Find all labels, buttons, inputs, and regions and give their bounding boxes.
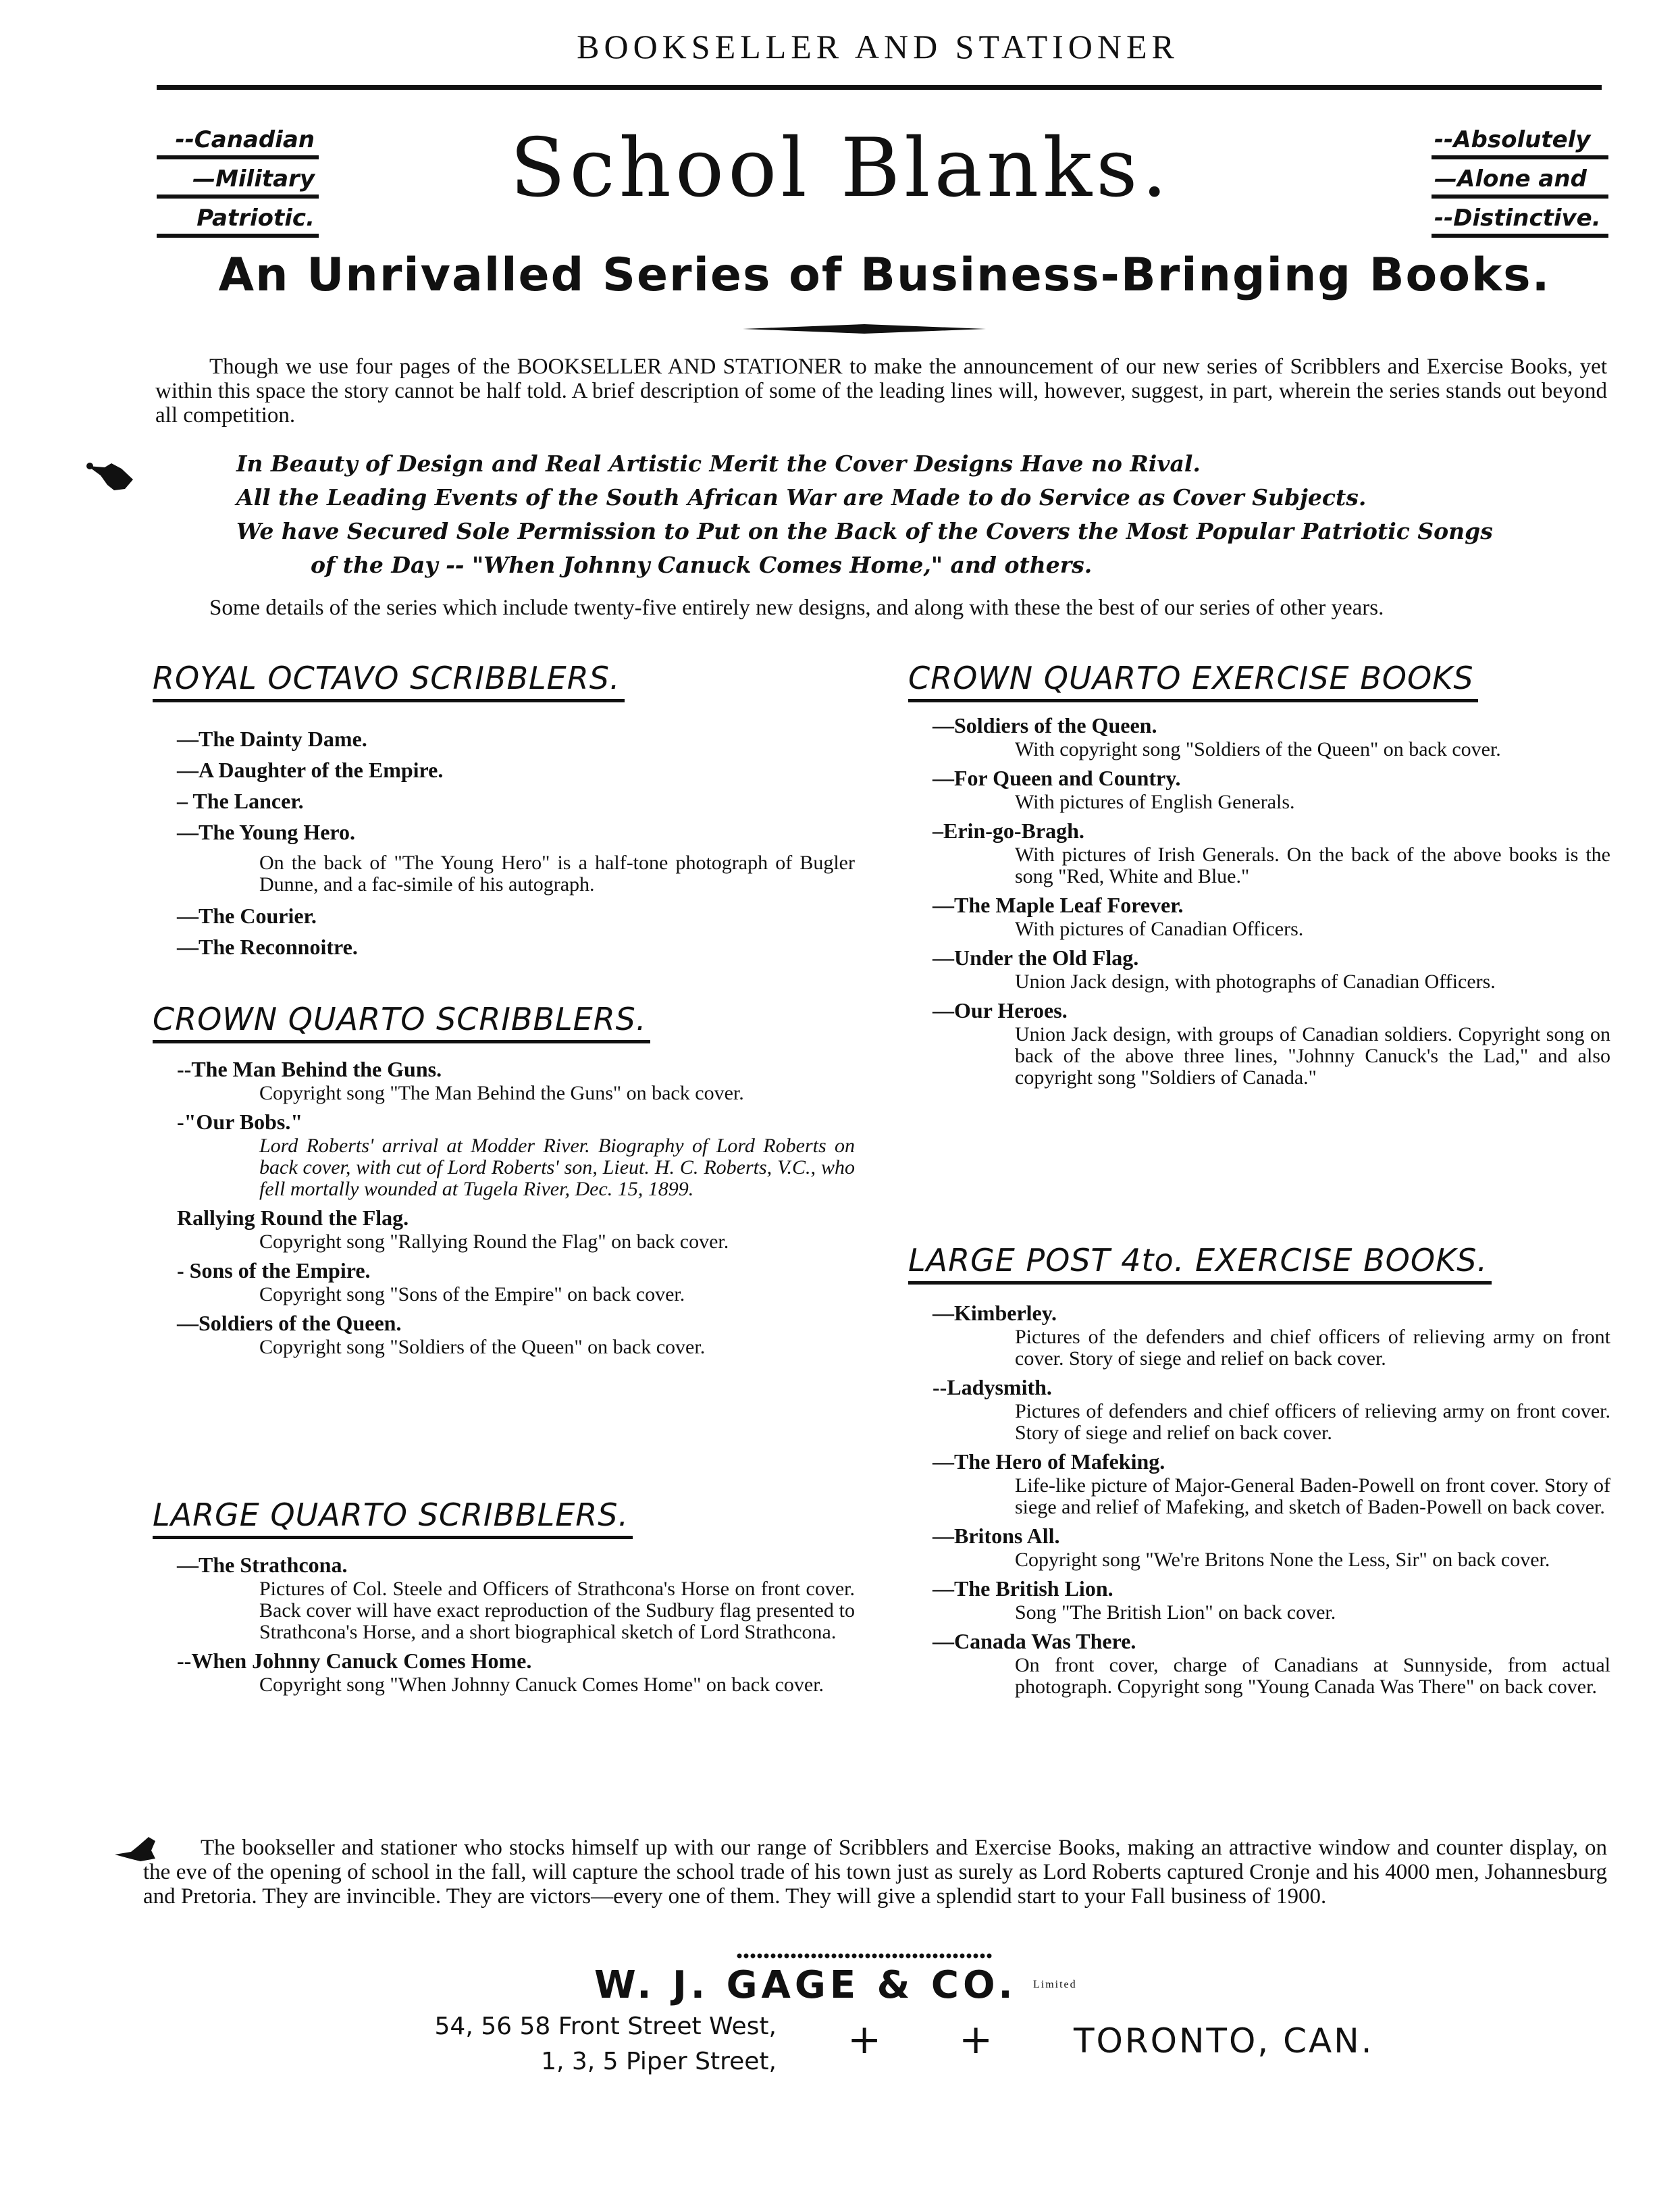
left-column xyxy=(153,658,855,1696)
highlight-list xyxy=(236,447,1621,582)
section-crown-quarto-scribblers xyxy=(153,1000,855,1495)
running-head: BOOKSELLER AND STATIONER xyxy=(577,28,1179,66)
city: TORONTO, CAN. xyxy=(1074,2021,1374,2061)
highlight-line: We have Secured Sole Permission to Put on the Back of the Covers the Most Popular Patriotic Songs xyxy=(236,518,1493,544)
item-title: —The Dainty Dame. xyxy=(177,727,367,751)
left-tag-box xyxy=(157,120,319,238)
left-tag-line: —Military xyxy=(157,159,319,199)
item-title: -"Our Bobs." xyxy=(177,1110,303,1134)
item-title: —The Strathcona. xyxy=(177,1553,348,1577)
list-item xyxy=(933,1299,1610,1370)
section-heading: LARGE POST 4to. EXERCISE BOOKS. xyxy=(908,1241,1492,1285)
item-description: Pictures of defenders and chief officers of relieving army on front cover. Story of siege and relief on back cover. xyxy=(1015,1400,1610,1444)
item-description: With copyright song "Soldiers of the Queen" on back cover. xyxy=(1015,738,1501,760)
list-item xyxy=(177,756,855,783)
item-title: --When Johnny Canuck Comes Home. xyxy=(177,1649,532,1673)
item-description: Copyright song "The Man Behind the Guns" on back cover. xyxy=(259,1082,744,1104)
cross-mark: + xyxy=(847,2016,882,2063)
item-description: Copyright song "Soldiers of the Queen" on back cover. xyxy=(259,1336,706,1358)
address-block xyxy=(398,2009,777,2079)
section-heading: LARGE QUARTO SCRIBBLERS. xyxy=(153,1495,633,1539)
item-title: —For Queen and Country. xyxy=(933,766,1181,790)
list-item xyxy=(933,712,1610,760)
list-item xyxy=(933,1448,1610,1518)
item-description: Lord Roberts' arrival at Modder River. Biography of Lord Roberts on back cover, with cut of Lord Roberts' son, Lieut. H. C. Roberts, V.C., who fell mortally wounded at Tugela River, Dec. 15, 1899. xyxy=(259,1135,855,1200)
item-title: —Our Heroes. xyxy=(933,998,1068,1022)
list-item xyxy=(933,817,1610,887)
item-title: –Erin-go-Bragh. xyxy=(933,819,1084,843)
section-crown-quarto-exercise-books xyxy=(908,658,1610,1241)
item-title: —Kimberley. xyxy=(933,1301,1057,1325)
highlight-line: of the Day -- "When Johnny Canuck Comes Home," and others. xyxy=(311,552,1093,578)
item-description: Copyright song "When Johnny Canuck Comes Home" on back cover. xyxy=(259,1674,824,1696)
left-tag-line: Patriotic. xyxy=(157,199,319,238)
subtitle: An Unrivalled Series of Business-Bringing Books. xyxy=(218,249,1551,302)
right-column xyxy=(908,658,1610,1698)
details-paragraph: Some details of the series which include twenty-five entirely new designs, and along with these the best of our series of other years. xyxy=(209,596,1384,620)
list-item xyxy=(933,891,1610,940)
item-title: —Soldiers of the Queen. xyxy=(933,713,1157,737)
section-heading: CROWN QUARTO SCRIBBLERS. xyxy=(153,1000,650,1043)
cross-mark: + xyxy=(959,2016,993,2063)
top-rule xyxy=(157,85,1602,90)
section-large-post-exercise-books xyxy=(908,1241,1610,1698)
item-title: --Ladysmith. xyxy=(933,1375,1052,1399)
list-item xyxy=(933,765,1610,813)
item-title: —The Reconnoitre. xyxy=(177,935,358,959)
list-item xyxy=(177,1647,855,1696)
list-item xyxy=(177,725,855,752)
right-tag-line: --Absolutely xyxy=(1432,120,1608,159)
list-item xyxy=(933,1628,1610,1698)
item-title: —Canada Was There. xyxy=(933,1629,1136,1653)
item-description: On front cover, charge of Canadians at Sunnyside, from actual photograph. Copyright song "Young Canada Was There" on back cover. xyxy=(1015,1654,1610,1698)
item-title: —The British Lion. xyxy=(933,1576,1113,1601)
firm-suffix: Limited xyxy=(1033,1979,1077,1990)
list-item xyxy=(933,944,1610,993)
list-item xyxy=(177,1108,855,1200)
list-item xyxy=(177,902,855,929)
list-item xyxy=(933,1522,1610,1571)
section-heading: ROYAL OCTAVO SCRIBBLERS. xyxy=(153,658,625,702)
list-item xyxy=(177,1310,855,1358)
list-item xyxy=(177,1056,855,1104)
list-item xyxy=(933,1575,1610,1624)
list-item xyxy=(177,1257,855,1305)
list-item xyxy=(933,1374,1610,1444)
item-description: Union Jack design, with photographs of Canadian Officers. xyxy=(1015,970,1496,993)
list-item xyxy=(933,997,1610,1089)
right-tag-line: —Alone and xyxy=(1432,159,1608,199)
item-title: —The Young Hero. xyxy=(177,820,356,844)
item-title: —Under the Old Flag. xyxy=(933,946,1139,970)
section-large-quarto-scribblers xyxy=(153,1495,855,1696)
item-description: Copyright song "Sons of the Empire" on back cover. xyxy=(259,1283,685,1305)
item-title: —A Daughter of the Empire. xyxy=(177,758,444,782)
item-title: —The Courier. xyxy=(177,904,317,928)
item-description: Song "The British Lion" on back cover. xyxy=(1015,1601,1336,1624)
item-title: —The Hero of Mafeking. xyxy=(933,1449,1165,1474)
address-line: 1, 3, 5 Piper Street, xyxy=(541,2048,777,2075)
item-description: With pictures of English Generals. xyxy=(1015,791,1295,813)
firm-name: W. J. GAGE & CO. xyxy=(594,1963,1017,2007)
list-item xyxy=(177,1551,855,1643)
pointing-hand-icon xyxy=(84,459,138,496)
item-title: —The Maple Leaf Forever. xyxy=(933,893,1184,917)
item-description: Copyright song "Rallying Round the Flag" on back cover. xyxy=(259,1231,729,1253)
item-title: —Soldiers of the Queen. xyxy=(177,1311,402,1335)
item-description: On the back of "The Young Hero" is a half-tone photograph of Bugler Dunne, and a fac-simile of his autograph. xyxy=(259,852,855,896)
item-title: Rallying Round the Flag. xyxy=(177,1206,409,1230)
list-item xyxy=(177,933,855,960)
item-description: Union Jack design, with groups of Canadian soldiers. Copyright song on back of the above three lines, "Johnny Canuck's the Lad," and also copyright song "Soldiers of Canada." xyxy=(1015,1023,1610,1089)
right-tag-line: --Distinctive. xyxy=(1432,199,1608,238)
item-title: - Sons of the Empire. xyxy=(177,1258,371,1283)
item-title: —Britons All. xyxy=(933,1524,1060,1548)
item-description: Copyright song "We're Britons None the Less, Sir" on back cover. xyxy=(1015,1549,1550,1571)
list-item xyxy=(177,1204,855,1253)
address-line: 54, 56 58 Front Street West, xyxy=(434,2013,777,2040)
right-tag-box xyxy=(1432,120,1608,238)
intro-paragraph: Though we use four pages of the BOOKSELLER AND STATIONER to make the announcement of our new series of Scribblers and Exercise Books, yet within this space the story cannot be half told. A brief description of some of the leading lines will, however, suggest, in part, wherein the series stands out beyond all competition. xyxy=(155,355,1607,428)
list-item xyxy=(177,787,855,814)
main-title: School Blanks. xyxy=(510,122,1172,215)
list-item xyxy=(177,819,855,896)
item-description: Pictures of the defenders and chief officers of relieving army on front cover. Story of siege and relief on back cover. xyxy=(1015,1326,1610,1370)
item-description: Pictures of Col. Steele and Officers of Strathcona's Horse on front cover. Back cover will have exact reproduction of the Sudbury flag presented to Strathcona's Horse, and a short biographical sketch of Lord Strathcona. xyxy=(259,1578,855,1643)
highlight-line: In Beauty of Design and Real Artistic Merit the Cover Designs Have no Rival. xyxy=(236,450,1201,477)
item-description: Life-like picture of Major-General Baden-Powell on front cover. Story of siege and relief of Mafeking, and sketch of Baden-Powell on back cover. xyxy=(1015,1474,1610,1518)
highlight-line: All the Leading Events of the South African War are Made to do Service as Cover Subjects. xyxy=(236,484,1367,511)
section-heading: CROWN QUARTO EXERCISE BOOKS xyxy=(908,658,1478,702)
item-title: – The Lancer. xyxy=(177,789,304,813)
item-description: With pictures of Canadian Officers. xyxy=(1015,918,1304,940)
item-title: --The Man Behind the Guns. xyxy=(177,1057,442,1081)
item-description: With pictures of Irish Generals. On the back of the above books is the song "Red, White and Blue." xyxy=(1015,844,1610,887)
left-tag-line: --Canadian xyxy=(157,120,319,159)
ornament-rule xyxy=(743,323,986,335)
closing-paragraph: The bookseller and stationer who stocks himself up with our range of Scribblers and Exercise Books, making an attractive window and counter display, on the eve of the opening of school in the fall, will capture the school trade of his town just as surely as Lord Roberts captured Cronje and his 4000 men, Johannesburg and Pretoria. They are invincible. They are victors—every one of them. They will give a splendid start to your Fall business of 1900. xyxy=(143,1836,1607,1909)
section-royal-octavo-scribblers xyxy=(153,658,855,1000)
